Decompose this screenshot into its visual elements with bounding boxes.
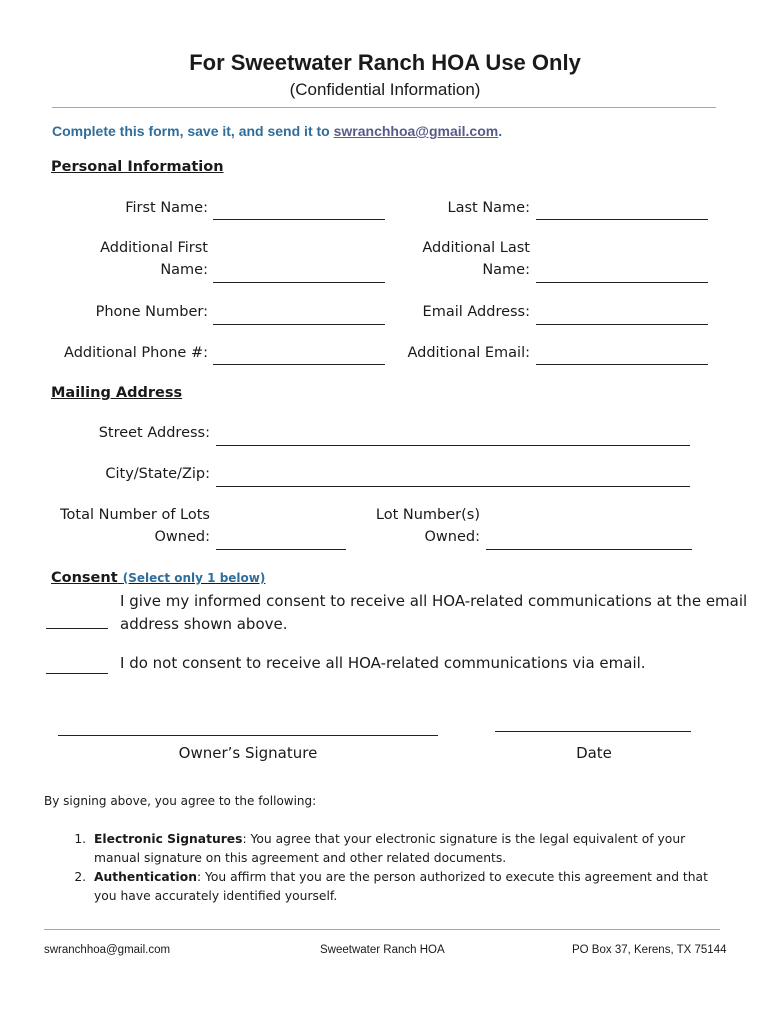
consent-no-blank[interactable]	[46, 673, 108, 674]
additional-last-name-label-line1: Additional Last	[422, 240, 530, 256]
city-state-zip-field[interactable]	[216, 486, 690, 487]
email-address-label: Email Address:	[422, 304, 530, 320]
additional-first-name-label-line2: Name:	[160, 262, 208, 278]
additional-email-field[interactable]	[536, 364, 708, 365]
additional-last-name-label-line2: Name:	[482, 262, 530, 278]
agreement-item	[90, 868, 726, 906]
agreement-item-term: Authentication	[94, 870, 197, 884]
date-label: Date	[576, 744, 612, 762]
lot-numbers-label-line1: Lot Number(s)	[375, 507, 480, 523]
footer-email: swranchhoa@gmail.com	[44, 944, 171, 956]
city-state-zip-label: City/State/Zip:	[105, 466, 210, 482]
owner-signature-field[interactable]	[58, 735, 438, 736]
phone-number-label: Phone Number:	[95, 304, 208, 320]
footer-divider	[44, 929, 720, 930]
additional-first-name-field[interactable]	[213, 282, 385, 283]
first-name-field[interactable]	[213, 219, 385, 220]
footer-org-name: Sweetwater Ranch HOA	[320, 944, 445, 956]
consent-no-text: I do not consent to receive all HOA-related communications via email.	[120, 654, 646, 672]
consent-heading-wrap	[51, 570, 265, 586]
lot-numbers-label-line2: Owned:	[424, 529, 480, 545]
total-lots-label-line1: Total Number of Lots	[60, 507, 210, 523]
form-title: For Sweetwater Ranch HOA Use Only	[189, 50, 581, 75]
email-address-field[interactable]	[536, 324, 708, 325]
instructions-email-link[interactable]: swranchhoa@gmail.com	[333, 123, 499, 139]
footer-address: PO Box 37, Kerens, TX 75144	[572, 944, 727, 956]
additional-first-name-label-line1: Additional First	[100, 240, 208, 256]
street-address-field[interactable]	[216, 445, 690, 446]
agreement-item	[90, 830, 726, 868]
consent-yes-text-line1: I give my informed consent to receive all HOA-related communications at the email	[120, 592, 748, 610]
agreement-intro: By signing above, you agree to the following:	[44, 794, 317, 808]
instructions	[52, 123, 502, 139]
consent-heading: Consent	[51, 570, 118, 586]
additional-last-name-field[interactable]	[536, 282, 708, 283]
street-address-label: Street Address:	[98, 425, 210, 441]
last-name-field[interactable]	[536, 219, 708, 220]
additional-email-label: Additional Email:	[407, 345, 530, 361]
last-name-label: Last Name:	[447, 200, 530, 216]
consent-note: (Select only 1 below)	[122, 571, 266, 585]
header-divider	[52, 107, 716, 108]
lot-numbers-field[interactable]	[486, 549, 692, 550]
consent-yes-text-line2: address shown above.	[120, 615, 288, 633]
agreement-item-text: : You affirm that you are the person authorized to execute this agreement and that you have accurately identified yourself.	[94, 870, 708, 903]
additional-phone-label: Additional Phone #:	[64, 345, 208, 361]
additional-phone-field[interactable]	[213, 364, 385, 365]
consent-yes-blank[interactable]	[46, 628, 108, 629]
instructions-text: Complete this form, save it, and send it to	[52, 123, 334, 139]
agreement-item-term: Electronic Signatures	[94, 832, 243, 846]
personal-info-heading: Personal Information	[51, 159, 224, 175]
form-subtitle: (Confidential Information)	[289, 80, 481, 99]
phone-number-field[interactable]	[213, 324, 385, 325]
total-lots-field[interactable]	[216, 549, 346, 550]
date-field[interactable]	[495, 731, 691, 732]
instructions-suffix: .	[498, 123, 503, 139]
agreement-terms	[66, 830, 726, 906]
agreement-item-text: : You agree that your electronic signature is the legal equivalent of your manual signature on this agreement and other related documents.	[94, 832, 686, 865]
first-name-label: First Name:	[125, 200, 208, 216]
mailing-address-heading: Mailing Address	[51, 385, 183, 401]
total-lots-label-line2: Owned:	[154, 529, 210, 545]
owner-signature-label: Owner’s Signature	[178, 744, 318, 762]
agreement-list	[66, 830, 726, 906]
